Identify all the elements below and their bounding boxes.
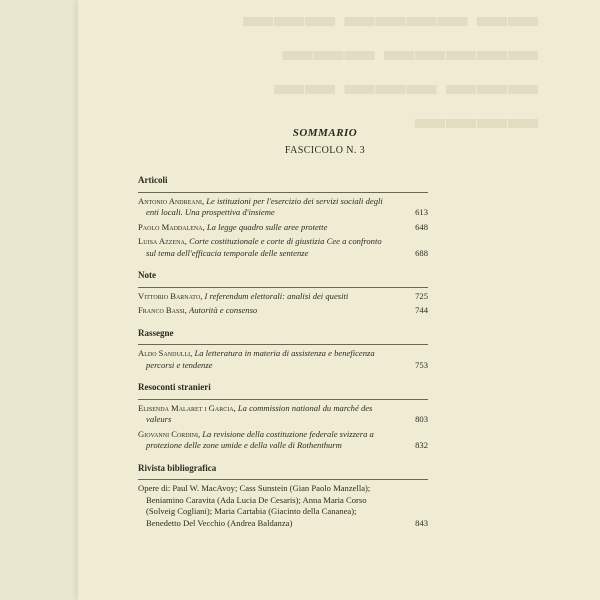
biblio-line: Beniamino Caravita (Ada Lucia De Cesaris); Anna Maria Corso: [146, 494, 367, 505]
section-divider: [138, 287, 428, 288]
section-title: Articoli: [138, 175, 168, 185]
entry-title: La revisione della costituzione federale svizzera a: [202, 428, 374, 439]
entry-page: 803: [415, 414, 428, 424]
section-divider: [138, 479, 428, 480]
toc-entry[interactable]: Paolo Maddalena, La legge quadro sulle aree protette 648: [138, 221, 428, 232]
entry-page: 832: [415, 440, 428, 450]
table-of-contents: [138, 175, 428, 540]
section-note: [138, 270, 428, 317]
entry-title-continued: valeurs: [146, 414, 172, 424]
toc-entry[interactable]: Vittorio Barnato, I referendum elettorali: analisi dei quesiti 725: [138, 290, 428, 301]
entry-author: Aldo Sandulli: [138, 348, 191, 358]
entry-author: Vittorio Barnato: [138, 290, 201, 301]
section-title: Note: [138, 270, 156, 280]
entry-page: 753: [415, 359, 428, 370]
section-title: Resoconti stranieri: [138, 382, 211, 392]
entry-page: 843: [415, 517, 428, 528]
entry-title: La legge quadro sulle aree protette: [206, 221, 328, 232]
entry-title: Corte costituzionale e corte di giustizia Cee a confronto: [189, 236, 382, 246]
section-divider: [138, 192, 428, 193]
entry-page: 725: [415, 290, 428, 301]
entry-title: La commission national du marché des: [237, 402, 373, 413]
section-divider: [138, 399, 428, 400]
toc-entry[interactable]: Franco Bassi, Autorità e consenso 744: [138, 305, 428, 315]
biblio-line: Benedetto Del Vecchio (Andrea Baldanza): [146, 517, 293, 528]
entry-author: Luisa Azzena: [138, 236, 185, 246]
entry-author: Paolo Maddalena: [138, 221, 203, 232]
entry-page: 744: [415, 305, 428, 315]
entry-title-continued: protezione delle zone umide e della valle di Rothenthurm: [146, 440, 342, 450]
biblio-line: (Solveig Cogliani); Maria Cartabia (Giacinto della Cananea);: [146, 506, 357, 516]
entry-author: Elisenda Malaret i Garcia: [138, 402, 234, 413]
entry-title-continued: enti locali. Una prospettiva d'insieme: [146, 207, 275, 217]
entry-page: 648: [415, 221, 428, 232]
entry-page: 688: [415, 247, 428, 258]
entry-author: Antonio Andreani: [138, 195, 202, 206]
biblio-line: Opere di: Paul W. MacAvoy; Cass Sunstein (Gian Paolo Manzella);: [138, 483, 371, 493]
section-rassegne: [138, 328, 428, 372]
page-title: SOMMARIO: [292, 127, 358, 139]
section-title: Rivista bibliografica: [138, 462, 217, 473]
entry-author: Giovanni Cordini: [138, 428, 198, 439]
entry-title: I referendum elettorali: analisi dei quesiti: [204, 290, 349, 301]
toc-entry[interactable]: Elisenda Malaret i Garcia, La commission national du marché des valeurs 803: [138, 402, 428, 424]
entry-title-continued: percorsi e tendenze: [146, 359, 213, 370]
entry-title: La letteratura in materia di assistenza e beneficenza: [194, 348, 375, 358]
toc-entry[interactable]: Antonio Andreani, Le istituzioni per l'esercizio dei servizi sociali degli enti locali. Una prospettiva d'insieme 613: [138, 195, 428, 217]
toc-entry[interactable]: [138, 483, 428, 529]
toc-entry[interactable]: Giovanni Cordini, La revisione della costituzione federale svizzera a protezione delle zone umide e della valle di Rothenthurm 832: [138, 428, 428, 450]
entry-author: Franco Bassi: [138, 305, 185, 315]
section-resoconti-stranieri: [138, 382, 428, 452]
toc-entry[interactable]: Luisa Azzena, Corte costituzionale e corte di giustizia Cee a confronto sul tema dell'efficacia temporale delle sentenze 688: [138, 236, 428, 258]
section-title: Rassegne: [138, 327, 174, 338]
section-divider: [138, 344, 428, 345]
bleed-through-text: ▬▬ ▬▬▬▬ ▬▬▬ ▬▬▬▬▬ ▬▬▬ ▬▬▬ ▬▬▬ ▬▬ ▬▬▬▬: [242, 0, 538, 135]
entry-title: Le istituzioni per l'esercizio dei servizi sociali degli: [206, 195, 383, 206]
section-rivista-bibliografica: [138, 463, 428, 530]
issue-number: FASCICOLO N. 3: [284, 145, 366, 156]
toc-entry[interactable]: Aldo Sandulli, La letteratura in materia di assistenza e beneficenza percorsi e tendenze 753: [138, 348, 428, 370]
entry-title: Autorità e consenso: [188, 305, 258, 315]
entry-title-continued: sul tema dell'efficacia temporale delle sentenze: [146, 247, 309, 258]
section-articoli: [138, 175, 428, 259]
entry-page: 613: [415, 207, 428, 217]
